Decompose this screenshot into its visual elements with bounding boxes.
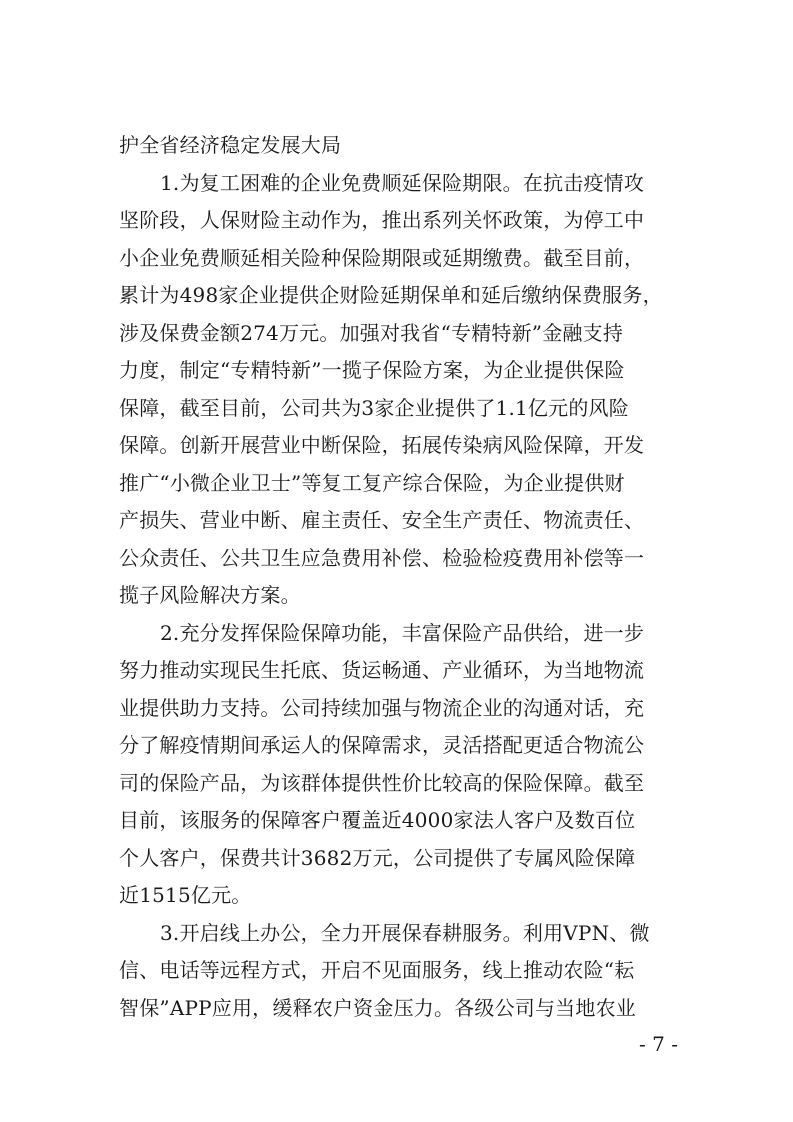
text-line: 保障，截至目前，公司共为3家企业提供了1.1亿元的风险 [119, 396, 629, 420]
text-line: 产损失、营业中断、雇主责任、安全生产责任、物流责任、 [119, 508, 645, 532]
text-line: 保障。创新开展营业中断保险，拓展传染病风险保障，开发 [119, 433, 645, 457]
text-line: 近1515亿元。 [119, 883, 252, 907]
text-line: 累计为498家企业提供企财险延期保单和延后缴纳保费服务， [119, 283, 663, 307]
text-line: 信、电话等远程方式，开启不见面服务，线上推动农险“耘 [119, 958, 635, 982]
text-line: 目前，该服务的保障客户覆盖近4000家法人客户及数百位 [119, 808, 636, 832]
page-number: - 7 - [639, 1032, 678, 1056]
paragraph-1-start: 1.为复工困难的企业免费顺延保险期限。在抗击疫情攻 [160, 171, 645, 195]
paragraph-2-start: 2.充分发挥保险保障功能，丰富保险产品供给，进一步 [160, 621, 645, 645]
text-line: 公众责任、公共卫生应急费用补偿、检验检疫费用补偿等一 [119, 546, 645, 570]
text-line: 智保”APP应用，缓释农户资金压力。各级公司与当地农业 [119, 996, 636, 1020]
text-line: 业提供助力支持。公司持续加强与物流企业的沟通对话，充 [119, 696, 645, 720]
text-line: 力度，制定“专精特新”一揽子保险方案，为企业提供保险 [119, 358, 625, 382]
text-line: 推广“小微企业卫士”等复工复产综合保险，为企业提供财 [119, 471, 625, 495]
text-line: 坚阶段，人保财险主动作为，推出系列关怀政策，为停工中 [119, 208, 645, 232]
text-line: 个人客户，保费共计3682万元，公司提供了专属风险保障 [119, 846, 636, 870]
text-line: 揽子风险解决方案。 [119, 583, 301, 607]
text-line: 护全省经济稳定发展大局 [119, 133, 342, 157]
text-line: 努力推动实现民生托底、货运畅通、产业循环，为当地物流 [119, 658, 645, 682]
text-line: 分了解疫情期间承运人的保障需求，灵活搭配更适合物流公 [119, 733, 645, 757]
text-line: 司的保险产品，为该群体提供性价比较高的保险保障。截至 [119, 771, 645, 795]
text-line: 小企业免费顺延相关险种保险期限或延期缴费。截至目前， [119, 246, 645, 270]
text-line: 涉及保费金额274万元。加强对我省“专精特新”金融支持 [119, 321, 624, 345]
paragraph-3-start: 3.开启线上办公，全力开展保春耕服务。利用VPN、微 [160, 921, 650, 945]
